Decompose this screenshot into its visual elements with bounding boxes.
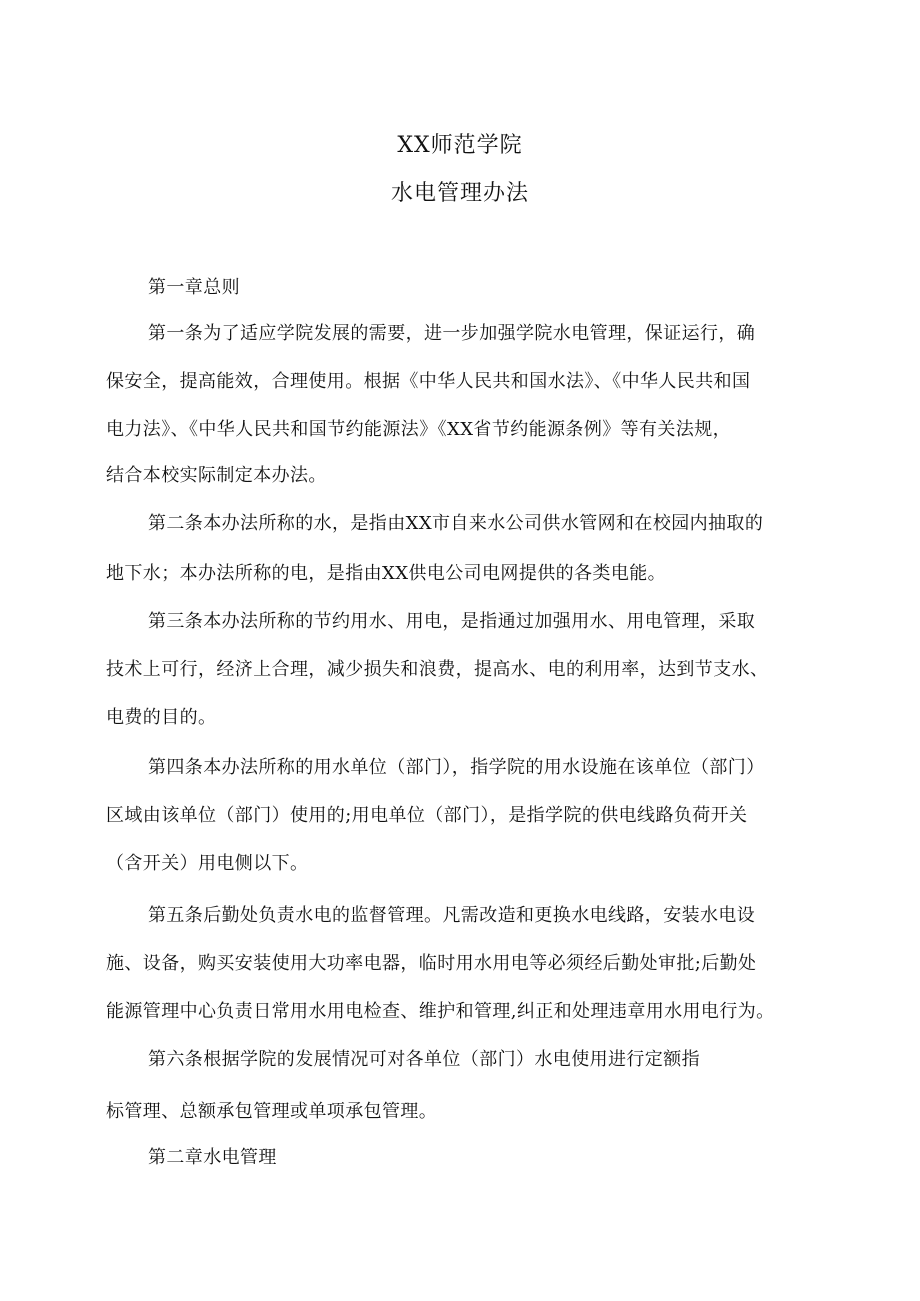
article-2-line-1: 第二条本办法所称的水，是指由XX市自来水公司供水管网和在校园内抽取的 xyxy=(148,513,764,534)
article-3-line-2: 技术上可行，经济上合理，减少损失和浪费，提高水、电的利用率，达到节支水、 xyxy=(106,659,769,680)
chapter-1-heading: 第一章总则 xyxy=(148,277,240,298)
article-5-line-1: 第五条后勤处负责水电的监督管理。凡需改造和更换水电线路，安装水电设 xyxy=(148,905,756,926)
article-4-line-2: 区域由该单位（部门）使用的;用电单位（部门），是指学院的供电线路负荷开关 xyxy=(106,805,748,826)
document-title-school: XX师范学院 xyxy=(397,133,523,158)
article-1-line-3: 电力法》、《中华人民共和国节约能源法》《XX省节约能源条例》等有关法规， xyxy=(106,419,732,440)
article-5-line-2: 施、设备，购买安装使用大功率电器，临时用水用电等必须经后勤处审批;后勤处 xyxy=(106,953,757,974)
article-4-line-1: 第四条本办法所称的用水单位（部门），指学院的用水设施在该单位（部门） xyxy=(148,757,765,778)
document-title-regulation: 水电管理办法 xyxy=(390,181,529,206)
article-5-line-3: 能源管理中心负责日常用水用电检查、维护和管理,纠正和处理违章用水用电行为。 xyxy=(106,1001,775,1022)
article-1-line-2: 保安全，提高能效，合理使用。根据《中华人民共和国水法》、《中华人民共和国 xyxy=(106,371,751,392)
article-6-line-2: 标管理、总额承包管理或单项承包管理。 xyxy=(106,1101,438,1122)
article-4-line-3: （含开关）用电侧以下。 xyxy=(106,853,309,874)
article-1-line-4: 结合本校实际制定本办法。 xyxy=(106,465,327,486)
chapter-2-heading: 第二章水电管理 xyxy=(148,1147,277,1168)
article-1-line-1: 第一条为了适应学院发展的需要，进一步加强学院水电管理，保证运行，确 xyxy=(148,323,756,344)
article-3-line-1: 第三条本办法所称的节约用水、用电，是指通过加强用水、用电管理，采取 xyxy=(148,611,756,632)
article-3-line-3: 电费的目的。 xyxy=(106,707,217,728)
article-2-line-2: 地下水；本办法所称的电，是指由XX供电公司电网提供的各类电能。 xyxy=(106,563,667,584)
article-6-line-1: 第六条根据学院的发展情况可对各单位（部门）水电使用进行定额指 xyxy=(148,1049,700,1070)
